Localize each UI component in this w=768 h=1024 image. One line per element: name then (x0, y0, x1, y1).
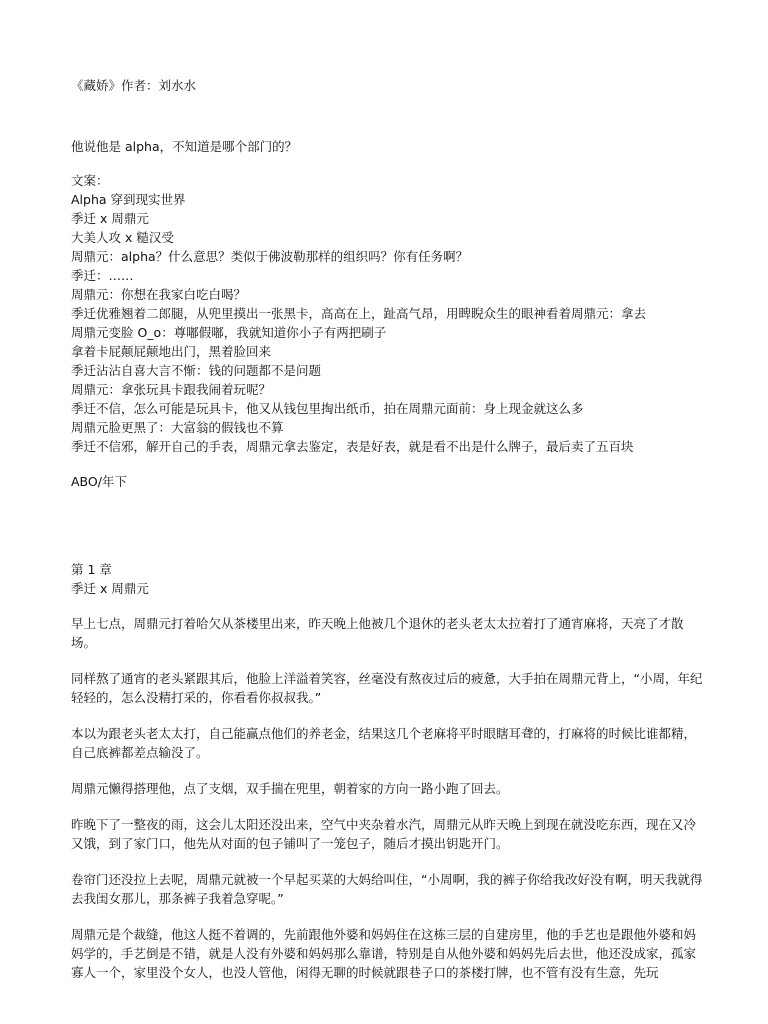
chapter-paragraph: 昨晚下了一整夜的雨，这会儿太阳还没出来，空气中夹杂着水汽，周鼎元从昨天晚上到现在就没吃东西，现在又冷又饿，到了家门口，他先从对面的包子铺叫了一笼包子，随后才摸出钥匙开门。 (71, 817, 697, 851)
genre-tags: ABO/年下 (71, 474, 127, 489)
synopsis-line: 周鼎元变脸 O_o：尊嘟假嘟，我就知道你小子有两把刷子 (71, 325, 387, 340)
chapter-subtitle: 季迁 x 周鼎元 (71, 581, 149, 596)
synopsis-line: 周鼎元：你想在我家白吃白喝？ (71, 287, 247, 302)
synopsis-line: 季迁：…… (71, 268, 134, 283)
synopsis-line: 周鼎元脸更黑了：大富翁的假钱也不算 (71, 420, 284, 435)
synopsis-line: 季迁优雅翘着二郎腿，从兜里摸出一张黑卡，高高在上，趾高气昂，用睥睨众生的眼神看着周鼎元：拿去 (71, 306, 647, 321)
synopsis-line: 周鼎元：alpha？什么意思？类似于佛波勒那样的组织吗？你有任务啊？ (71, 249, 469, 264)
synopsis-line: 季迁沾沾自喜大言不惭：钱的问题都不是问题 (71, 363, 322, 378)
synopsis-line: Alpha 穿到现实世界 (71, 192, 186, 207)
chapter-paragraph: 周鼎元是个裁缝，他这人挺不着调的，先前跟他外婆和妈妈住在这栋三层的自建房里，他的手艺也是跟他外婆和妈妈学的，手艺倒是不错，就是人没有外婆和妈妈那么靠谱，特别是自从他外婆和妈妈先后去世，他还没成家，孤家寡人一个，家里没个女人，也没人管他，闲得无聊的时候就跟巷子口的茶楼打牌，也不管有没有生意，先玩 (71, 927, 697, 980)
synopsis-line: 季迁不信邪，解开自己的手表，周鼎元拿去鉴定，表是好表，就是看不出是什么牌子，最后卖了五百块 (71, 439, 634, 454)
chapter-heading (71, 560, 703, 598)
chapter-title: 第 1 章 (71, 562, 112, 577)
synopsis-line: 季迁不信，怎么可能是玩具卡，他又从钱包里掏出纸币，拍在周鼎元面前：身上现金就这么多 (71, 401, 584, 416)
synopsis-line: 周鼎元：拿张玩具卡跟我闹着玩呢？ (71, 382, 272, 397)
chapter-paragraph: 周鼎元懒得搭理他，点了支烟，双手揣在兜里，朝着家的方向一路小跑了回去。 (71, 781, 509, 796)
synopsis-label: 文案： (71, 173, 109, 188)
synopsis-line: 大美人攻 x 糙汉受 (71, 230, 174, 245)
intro-tagline: 他说他是 alpha，不知道是哪个部门的？ (71, 139, 298, 154)
chapter-paragraph: 本以为跟老头老太太打，自己能赢点他们的养老金，结果这几个老麻将平时眼瞎耳聋的，打麻将的时候比谁都精，自己底裤都差点输没了。 (71, 726, 697, 760)
synopsis-line: 季迁 x 周鼎元 (71, 211, 149, 226)
synopsis-line: 拿着卡屁颠屁颠地出门，黑着脸回来 (71, 344, 272, 359)
synopsis-block (71, 171, 703, 456)
chapter-paragraph: 早上七点，周鼎元打着哈欠从茶楼里出来，昨天晚上他被几个退休的老头老太太拉着打了通宵麻将，天亮了才散场。 (71, 616, 684, 650)
chapter-paragraph: 同样熬了通宵的老头紧跟其后，他脸上洋溢着笑容，丝毫没有熬夜过后的疲惫，大手拍在周鼎元背上，“小周，年纪轻轻的，怎么没精打采的，你看看你叔叔我。” (71, 671, 703, 705)
chapter-paragraph: 卷帘门还没拉上去呢，周鼎元就被一个早起买菜的大妈给叫住，“小周啊，我的裤子你给我改好没有啊，明天我就得去我闺女那儿，那条裤子我着急穿呢。” (71, 872, 703, 906)
document-body (71, 76, 703, 982)
book-title-author: 《藏娇》作者：刘水水 (71, 78, 197, 93)
